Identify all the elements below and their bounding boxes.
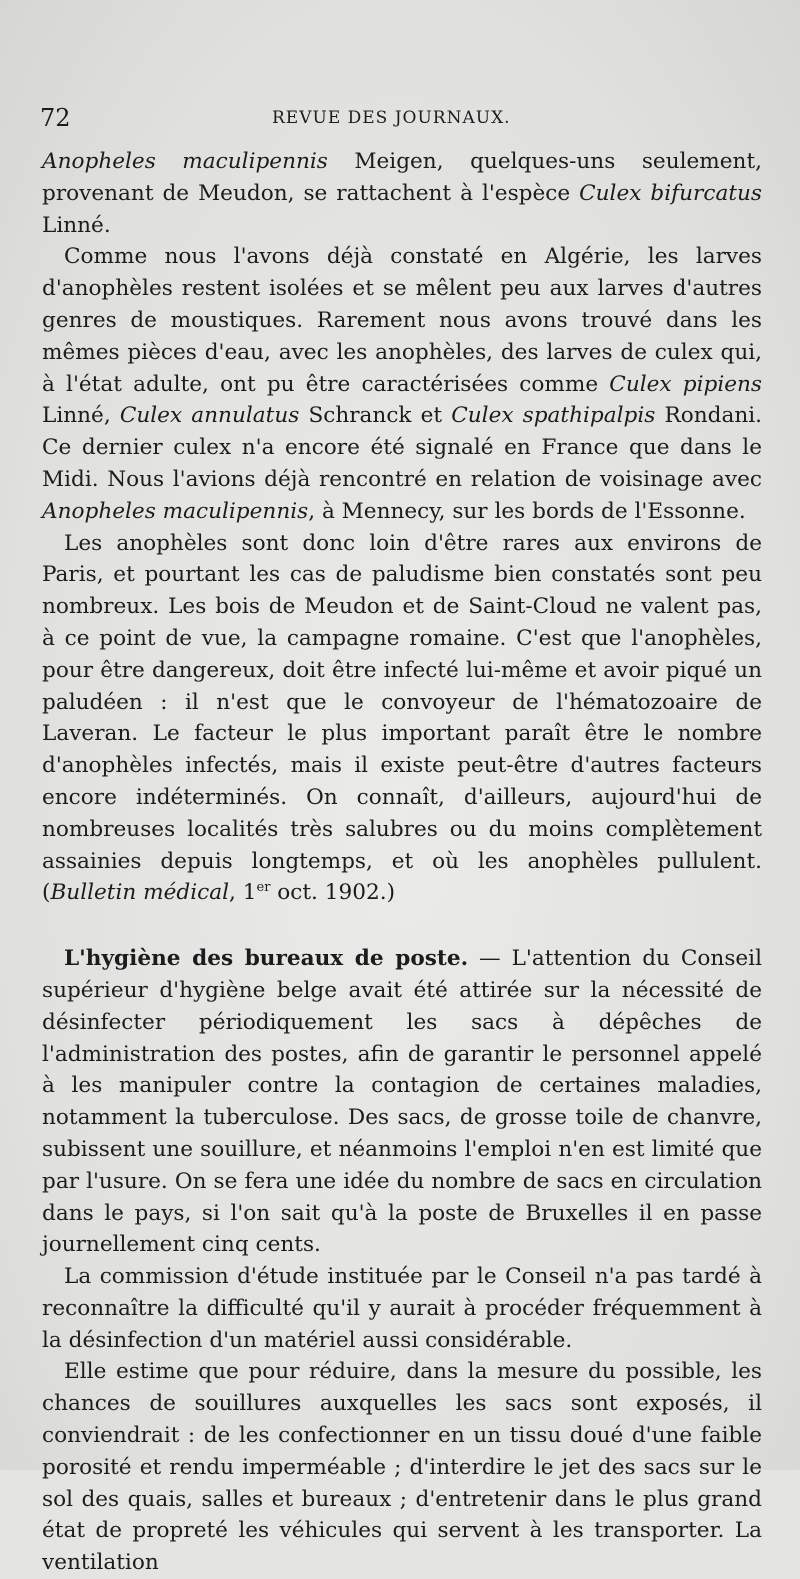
paragraph: Elle estime que pour réduire, dans la mesure du possible, les chances de souillures auxquelles les sacs sont exposés, il conviendrait : de les confectionner en un tissu doué d'une faible porosité et rendu imperméable ; d'interdire le jet des sacs sur le sol des quais, salles et bureaux ; d'entretenir dans le plus grand état de propreté les véhicules qui servent à les transporter. La ventilation: [42, 1359, 762, 1576]
species-name: Culex bifurcatus: [579, 180, 762, 206]
section-title: L'hygiène des bureaux de poste.: [64, 946, 469, 972]
species-name: Culex spathipalpis: [451, 403, 656, 429]
paragraph-continued: Anopheles maculipennis Meigen, quelques-uns seulement, provenant de Meudon, se rattachent à l'espèce Culex bifurcatus Linné.: [42, 149, 762, 238]
page-number: 72: [40, 104, 71, 132]
running-title: REVUE DES JOURNAUX.: [272, 108, 511, 128]
species-name: Culex annulatus: [119, 403, 300, 429]
citation-source: Bulletin médical: [50, 880, 230, 906]
article-body: [42, 146, 762, 1579]
ordinal-superscript: er: [256, 880, 271, 896]
species-name: Culex pipiens: [609, 371, 762, 397]
species-name: Anopheles maculipennis: [42, 149, 328, 174]
paragraph: Comme nous l'avons déjà constaté en Algérie, les larves d'anophèles restent isolées et se mêlent peu aux larves d'autres genres de moustiques. Rarement nous avons trouvé dans les mêmes pièces d'eau, avec les anophèles, des larves de culex qui, à l'état adulte, ont pu être caractérisées comme Culex pipiens Linné, Culex annulatus Schranck et Culex spathipalpis Rondani. Ce dernier culex n'a encore été signalé en France que dans le Midi. Nous l'avions déjà rencontré en relation de voisinage avec Anopheles maculipennis, à Mennecy, sur les bords de l'Essonne.: [42, 244, 763, 524]
paragraph: Les anophèles sont donc loin d'être rares aux environs de Paris, et pourtant les cas de paludisme bien constatés sont peu nombreux. Les bois de Meudon et de Saint-Cloud ne valent pas, à ce point de vue, la campagne romaine. C'est que l'anophèles, pour être dangereux, doit être infecté lui-même et avoir piqué un paludéen : il n'est que le convoyeur de l'hématozoaire de Laveran. Le facteur le plus important paraît être le nombre d'anophèles infectés, mais il existe peut-être d'autres facteurs encore indéterminés. On connaît, d'ailleurs, aujourd'hui de nombreuses localités très salubres ou du moins complètement assainies depuis longtemps, et où les anophèles pullulent. (Bulletin médical, 1er oct. 1902.): [42, 530, 762, 906]
section-paragraph: L'hygiène des bureaux de poste. — L'attention du Conseil supérieur d'hygiène belge avait été attirée sur la nécessité de désinfecter périodiquement les sacs à dépêches de l'administration des postes, afin de garantir le personnel appelé à les manipuler contre la contagion de certaines maladies, notamment la tuberculose. Des sacs, de grosse toile de chanvre, subissent une souillure, et néanmoins l'emploi n'en est limité que par l'usure. On se fera une idée du nombre de sacs en circulation dans le pays, si l'on sait qu'à la poste de Bruxelles il en passe journellement cinq cents.: [42, 946, 762, 1258]
section-gap: [42, 909, 762, 943]
paragraph: La commission d'étude instituée par le Conseil n'a pas tardé à reconnaître la difficulté qu'il y aurait à procéder fréquemment à la désinfection d'un matériel aussi considérable.: [42, 1264, 762, 1353]
species-name: Anopheles maculipennis: [42, 498, 309, 524]
page-header: [40, 104, 760, 134]
